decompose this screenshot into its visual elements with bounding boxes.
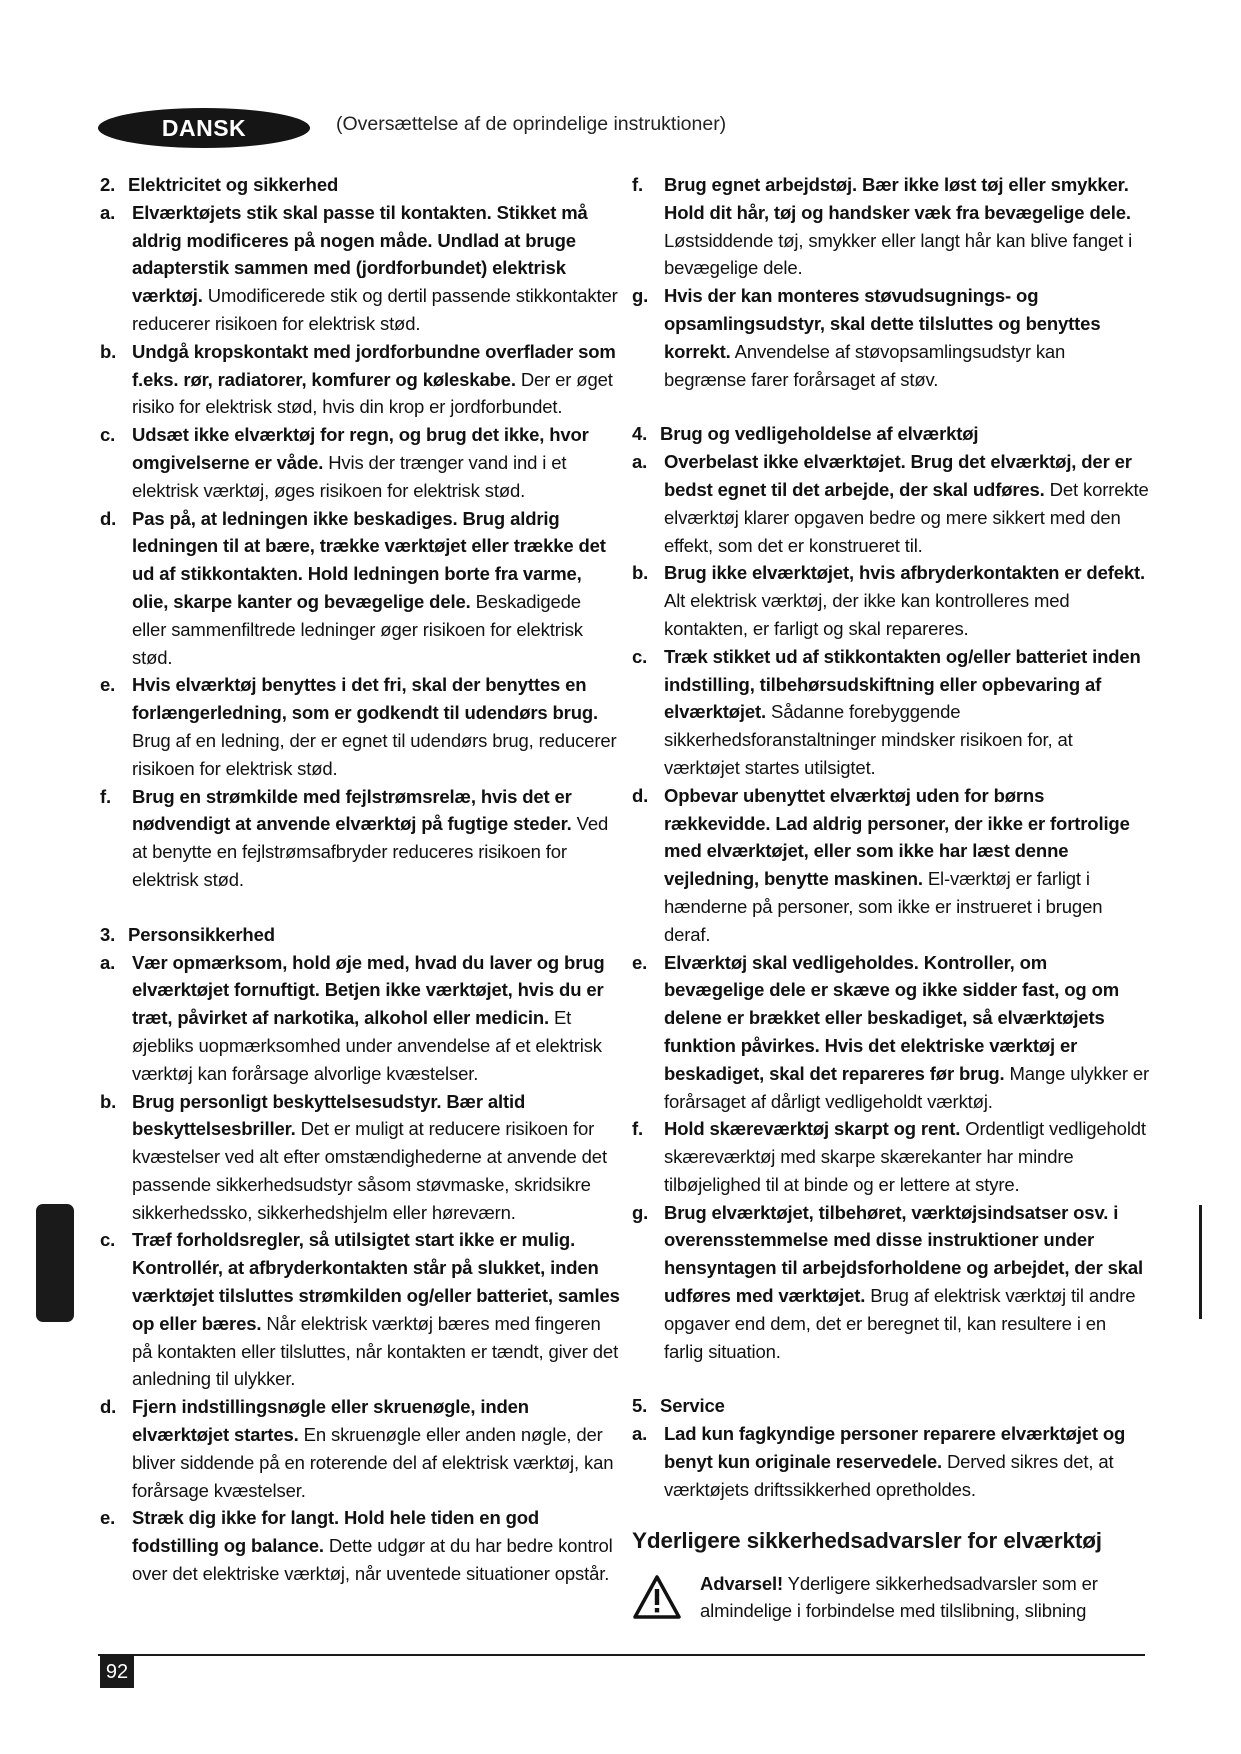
- list-item: f. Brug egnet arbejdstøj. Bær ikke løst tøj eller smykker. Hold dit hår, tøj og handsker væk fra bevægelige dele. Løstsiddende tøj, smykker eller langt hår kan blive fanget i bevægelige dele.: [632, 174, 1133, 279]
- list-item: e. Elværktøj skal vedligeholdes. Kontroller, om bevægelige dele er skæve og ikke sidder fast, og om delene er brækket eller beskadiget, så elværktøjets funktion påvirkes. Hvis det elektriske værktøj er beskadiget, skal det repareres før brug. Mange ulykker er forårsaget af dårligt vedligeholdt værktøj.: [632, 951, 1149, 1112]
- list-item: c. Udsæt ikke elværktøj for regn, og brug det ikke, hvor omgivelserne er våde. Hvis der trænger vand ind i et elektrisk værktøj, øges risikoen for elektrisk stød.: [100, 424, 589, 501]
- list-item: b. Brug ikke elværktøjet, hvis afbryderkontakten er defekt. Alt elektrisk værktøj, der ikke kan kontrolleres med kontakten, er farligt og skal repareres.: [632, 562, 1145, 639]
- list-item: b. Brug personligt beskyttelsesudstyr. Bær altid beskyttelsesbriller. Det er muligt at reducere risikoen for kvæstelser ved alt efter omstændighederne at anvende det passende sikkerhedsudstyr såsom støvmaske, skridsikre sikkerhedssko, sikkerhedshjelm eller høreværn.: [100, 1090, 607, 1223]
- language-badge: DANSK: [98, 108, 310, 148]
- list-item: b. Undgå kropskontakt med jordforbundne overflader som f.eks. rør, radiatorer, komfurer og køleskabe. Der er øget risiko for elektrisk stød, hvis din krop er jordforbundet.: [100, 340, 616, 418]
- list-item: f. Brug en strømkilde med fejlstrømsrelæ, hvis det er nødvendigt at anvende elværktøj på fugtige steder. Ved at benytte en fejlstrømsafbryder reduceres risikoen for elektrisk stød.: [100, 785, 609, 890]
- page-number: 92: [100, 1656, 134, 1688]
- section-heading-personal-safety: 3. Personsikkerhed: [100, 923, 275, 945]
- warning-triangle-icon: [632, 1574, 682, 1620]
- list-item: d. Pas på, at ledningen ikke beskadiges. Brug aldrig ledningen til at bære, trække værktøjet eller trække det ud af stikkontakten. Hold ledningen borte fra varme, olie, skarpe kanter og bevægelige dele. Beskadigede eller sammenfiltrede ledninger øger risikoen for elektrisk stød.: [100, 507, 606, 668]
- list-item: a. Overbelast ikke elværktøjet. Brug det elværktøj, der er bedst egnet til det arbejde, der skal udføres. Det korrekte elværktøj klarer opgaven bedre og mere sikkert med den effekt, som det er konstrueret til.: [632, 451, 1149, 556]
- extra-warnings-title: Yderligere sikkerhedsadvarsler for elværktøj: [632, 1527, 1102, 1553]
- list-item: a. Lad kun fagkyndige personer reparere elværktøjet og benyt kun originale reservedele. Derved sikres det, at værktøjets driftssikkerhed opretholdes.: [632, 1423, 1126, 1500]
- list-item: g. Hvis der kan monteres støvudsugnings- og opsamlingsudstyr, skal dette tilsluttes og benyttes korrekt. Anvendelse af støvopsamlingsudstyr kan begrænse farer forårsaget af støv.: [632, 285, 1101, 390]
- list-item: a. Vær opmærksom, hold øje med, hvad du laver og brug elværktøjet fornuftigt. Betjen ikke værktøjet, hvis du er træt, påvirket af narkotika, alkohol eller medicin. Et øjebliks uopmærksomhed under anvendelse af et elektrisk værktøj kan forårsage alvorlige kvæstelser.: [100, 951, 605, 1084]
- right-column: [632, 171, 1150, 1625]
- list-item: g. Brug elværktøjet, tilbehøret, værktøjsindsatser osv. i overensstemmelse med disse instruktioner under hensyntagen til arbejdsforholdene og arbejdet, der skal udføres med værktøjet. Brug af elektrisk værktøj til andre opgaver end dem, det er beregnet til, kan resultere i en farlig situation.: [632, 1201, 1144, 1362]
- section-heading-service: 5. Service: [632, 1395, 725, 1417]
- list-item: d. Fjern indstillingsnøgle eller skruenøgle, inden elværktøjet startes. En skruenøgle eller anden nøgle, der bliver siddende på en roterende del af elektrisk værktøj, kan forårsage kvæstelser.: [100, 1396, 614, 1501]
- list-item: d. Opbevar ubenyttet elværktøj uden for børns rækkevidde. Lad aldrig personer, der ikke er fortrolige med elværktøjet, eller som ikke har læst denne vejledning, benytte maskinen. El-værktøj er farligt i hænderne på personer, som ikke er instrueret i brugen deraf.: [632, 784, 1130, 945]
- list-item: f. Hold skæreværktøj skarpt og rent. Ordentligt vedligeholdt skæreværktøj med skarpe skærekanter har mindre tilbøjelighed til at binde og er lettere at styre.: [632, 1118, 1146, 1195]
- left-column: [100, 171, 620, 1588]
- warning-paragraph: [632, 1570, 1150, 1626]
- list-item: c. Træf forholdsregler, så utilsigtet start ikke er mulig. Kontrollér, at afbryderkontakten står på slukket, inden værktøjet tilsluttes strømkilden og/eller batteriet, samles op eller bæres. Når elektrisk værktøj bæres med fingeren på kontakten eller tilsluttes, når kontakten er tændt, giver det anledning til ulykker.: [100, 1229, 620, 1390]
- section-heading-tool-use: 4. Brug og vedligeholdelse af elværktøj: [632, 423, 979, 445]
- footer-rule: [98, 1654, 1145, 1656]
- list-item: a. Elværktøjets stik skal passe til kontakten. Stikket må aldrig modificeres på nogen måde. Undlad at bruge adapterstik sammen med (jordforbundet) elektrisk værktøj. Umodificerede stik og dertil passende stikkontakter reducerer risikoen for elektrisk stød.: [100, 201, 618, 334]
- list-item: c. Træk stikket ud af stikkontakten og/eller batteriet inden indstilling, tilbehørsudskiftning eller opbevaring af elværktøjet. Sådanne forebyggende sikkerhedsforanstaltninger mindsker risikoen for, at værktøjet startes utilsigtet.: [632, 645, 1141, 778]
- margin-bar: [1199, 1205, 1202, 1319]
- list-item: e. Stræk dig ikke for langt. Hold hele tiden en god fodstilling og balance. Dette udgør at du har bedre kontrol over det elektriske værktøj, når uventede situationer opstår.: [100, 1507, 613, 1585]
- section-heading-electricity: 2. Elektricitet og sikkerhed: [100, 174, 339, 195]
- warning-label: Advarsel!: [700, 1572, 783, 1594]
- chapter-tab: [36, 1204, 74, 1322]
- list-item: e. Hvis elværktøj benyttes i det fri, skal der benyttes en forlængerledning, som er godkendt til udendørs brug. Brug af en ledning, der er egnet til udendørs brug, reducerer risikoen for elektrisk stød.: [100, 674, 617, 779]
- warning-text: Yderligere sikkerhedsadvarsler som er almindelige i forbindelse med tilslibning, slibning: [700, 1572, 1098, 1622]
- translation-note: (Oversættelse af de oprindelige instruktioner): [336, 113, 727, 135]
